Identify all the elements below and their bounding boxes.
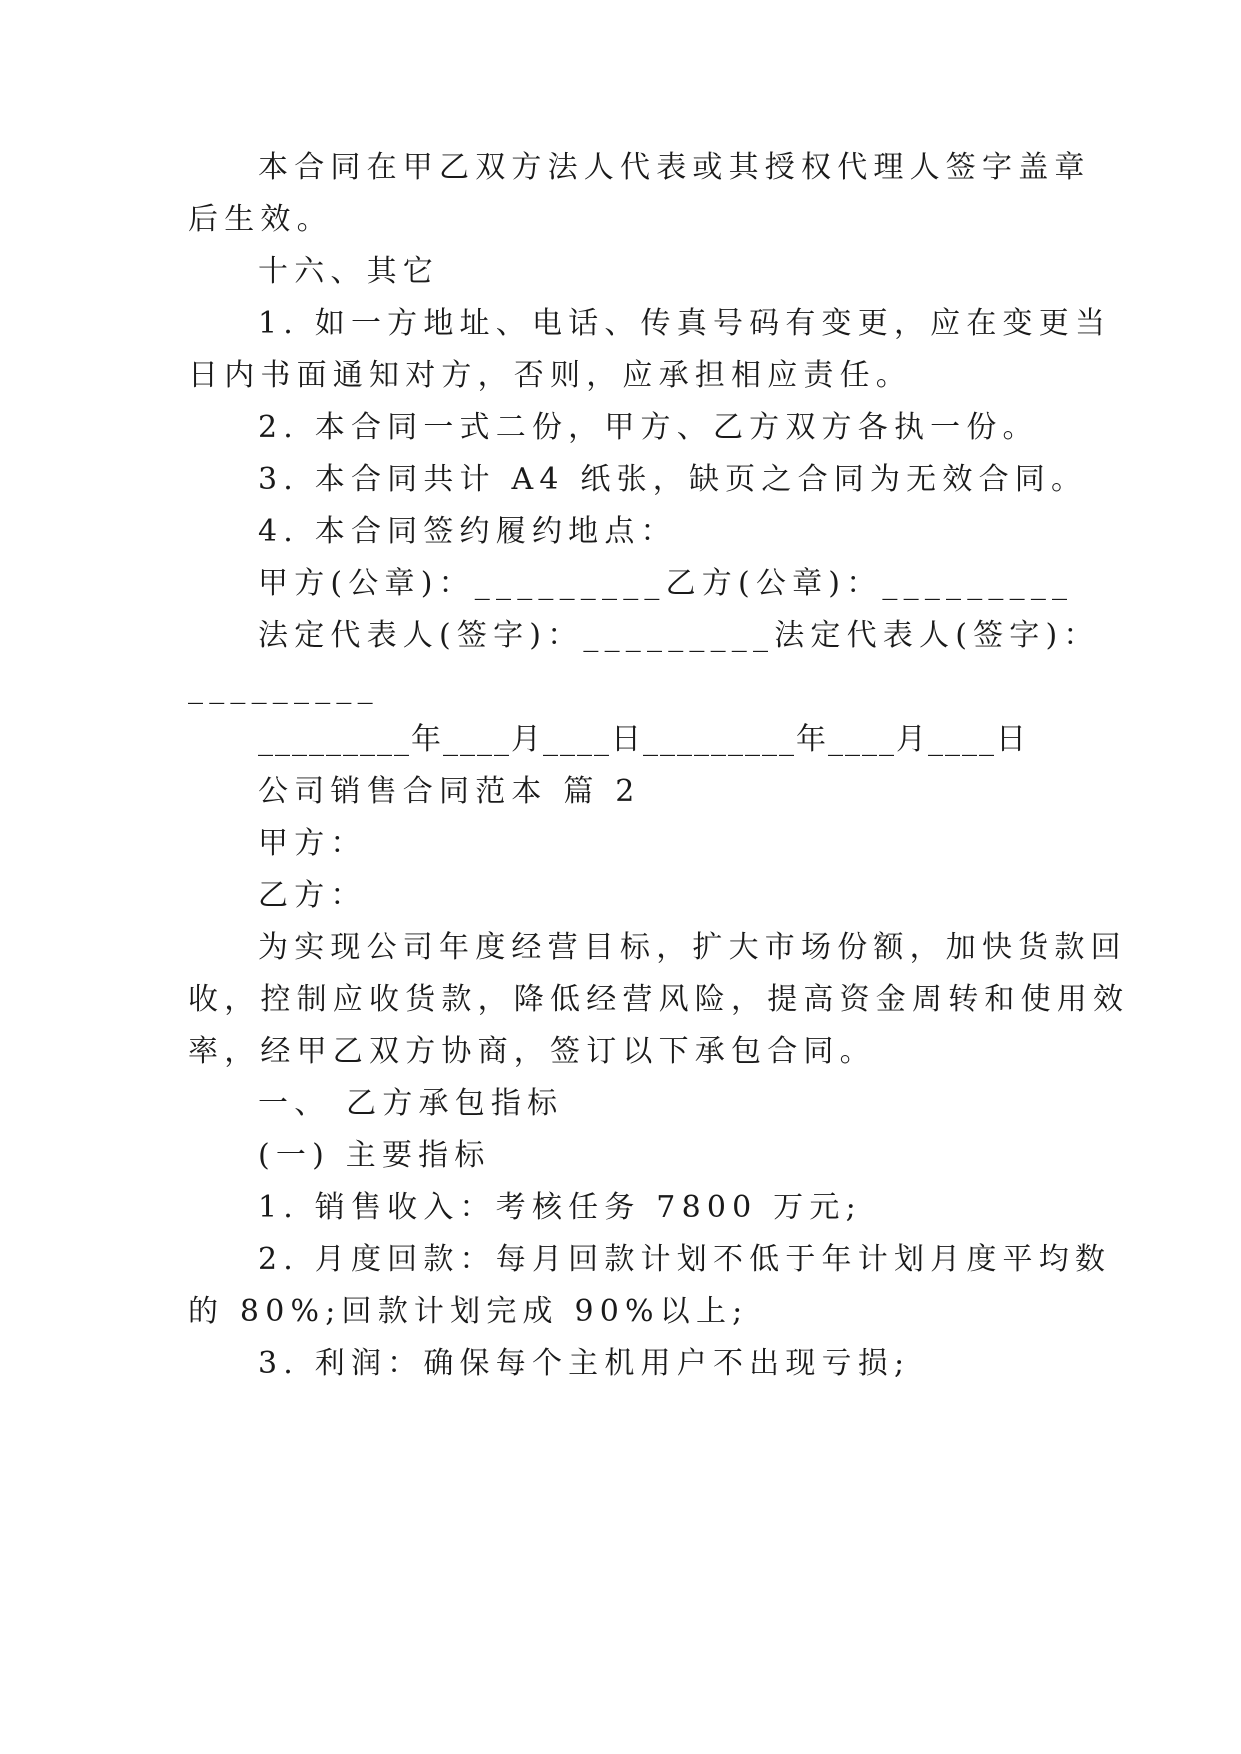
party-a-label: 甲方：: [258, 826, 367, 861]
paragraph-line: 为实现公司年度经营目标，扩大市场份额，加快货款回: [258, 930, 1127, 965]
party-b-label: 乙方：: [258, 878, 367, 913]
paragraph-line: 3. 本合同共计 A4 纸张，缺页之合同为无效合同。: [258, 462, 1088, 497]
subsection-heading: (一) 主要指标: [258, 1138, 491, 1173]
section-heading: 十六、其它: [258, 254, 439, 289]
paragraph-line: 日内书面通知对方，否则，应承担相应责任。: [188, 358, 912, 393]
paragraph-line: 的 80%;回款计划完成 90%以上;: [188, 1294, 749, 1329]
section-heading: 一、 乙方承包指标: [258, 1086, 564, 1121]
paragraph-line: 收，控制应收货款，降低经营风险，提高资金周转和使用效: [188, 982, 1130, 1017]
paragraph-line: 率，经甲乙双方协商，签订以下承包合同。: [188, 1034, 876, 1069]
paragraph-line: 2. 月度回款：每月回款计划不低于年计划月度平均数: [258, 1242, 1112, 1277]
paragraph-line: 本合同在甲乙双方法人代表或其授权代理人签字盖章: [258, 150, 1091, 185]
signature-line-representative: 法定代表人(签字)：_________法定代表人(签字)：: [258, 618, 1100, 653]
document-section-title: 公司销售合同范本 篇 2: [258, 774, 641, 809]
signature-blank: _________: [188, 670, 379, 705]
paragraph-line: 4. 本合同签约履约地点：: [258, 514, 677, 549]
date-line: _________年____月____日_________年____月____日: [258, 722, 1028, 757]
paragraph-line: 1. 如一方地址、电话、传真号码有变更，应在变更当: [258, 306, 1112, 341]
signature-line-seal: 甲方(公章)：_________乙方(公章)：_________: [258, 566, 1074, 601]
paragraph-line: 2. 本合同一式二份，甲方、乙方双方各执一份。: [258, 410, 1039, 445]
paragraph-line: 3. 利润：确保每个主机用户不出现亏损;: [258, 1346, 911, 1381]
paragraph-line: 后生效。: [188, 202, 333, 237]
paragraph-line: 1. 销售收入：考核任务 7800 万元;: [258, 1190, 862, 1225]
